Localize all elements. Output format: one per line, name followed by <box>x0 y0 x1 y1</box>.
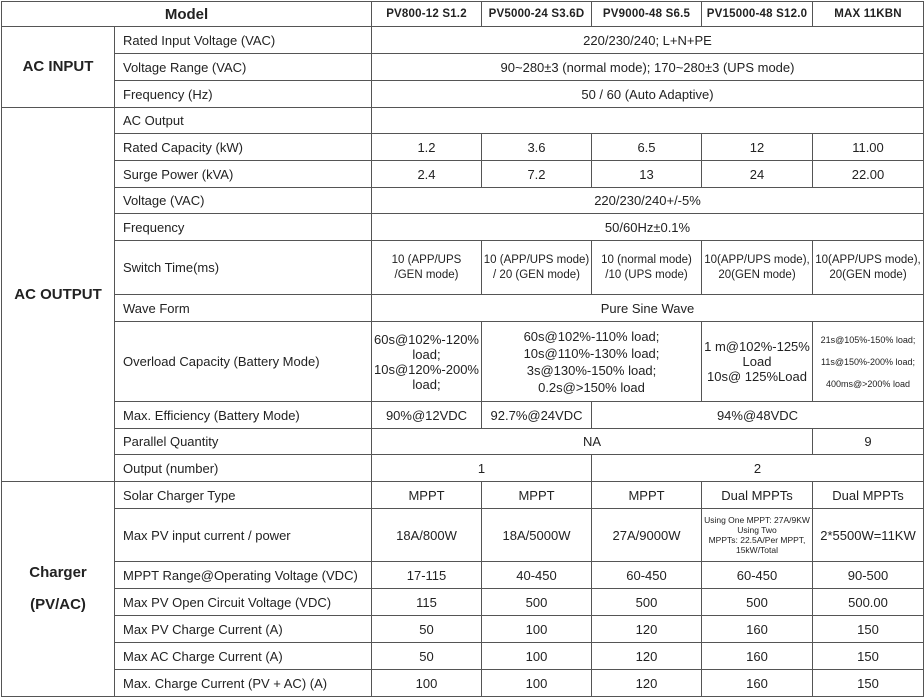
model-name: PV15000-48 S12.0 <box>702 2 813 27</box>
param-value: 100 <box>482 643 592 670</box>
table-row <box>2 161 924 188</box>
param-value: 50/60Hz±0.1% <box>372 214 924 241</box>
param-value: 120 <box>592 670 702 697</box>
param-value: Dual MPPTs <box>702 482 813 509</box>
param-label: Rated Input Voltage (VAC) <box>115 27 372 54</box>
value-line: 21s@105%-150% load; <box>820 334 916 345</box>
param-value: 50 <box>372 643 482 670</box>
param-value <box>482 241 592 295</box>
param-value: 2*5500W=11KW <box>813 509 924 562</box>
value-line: 10 (normal mode) <box>601 253 692 266</box>
param-value: 150 <box>813 643 924 670</box>
section-charger-line: (PV/AC) <box>30 596 86 613</box>
param-label: Surge Power (kVA) <box>115 161 372 188</box>
param-label: Parallel Quantity <box>115 429 372 455</box>
param-value: 220/230/240; L+N+PE <box>372 27 924 54</box>
param-label: Max. Efficiency (Battery Mode) <box>115 402 372 429</box>
table-row <box>2 670 924 697</box>
table-row <box>2 295 924 322</box>
param-label: Rated Capacity (kW) <box>115 134 372 161</box>
param-label: MPPT Range@Operating Voltage (VDC) <box>115 562 372 589</box>
param-value: 7.2 <box>482 161 592 188</box>
param-label: Max. Charge Current (PV + AC) (A) <box>115 670 372 697</box>
param-value: MPPT <box>482 482 592 509</box>
value-line: 3s@130%-150% load; <box>526 362 657 378</box>
param-label: Output (number) <box>115 455 372 482</box>
param-value: 90~280±3 (normal mode); 170~280±3 (UPS mode) <box>372 54 924 81</box>
param-value <box>592 241 702 295</box>
value-line: 10 (APP/UPS mode) <box>483 253 590 266</box>
param-value: 2 <box>592 455 924 482</box>
param-value: 13 <box>592 161 702 188</box>
param-label: Overload Capacity (Battery Mode) <box>115 322 372 402</box>
param-value: 17-115 <box>372 562 482 589</box>
param-value: 40-450 <box>482 562 592 589</box>
param-label: Switch Time(ms) <box>115 241 372 295</box>
param-value: 500.00 <box>813 589 924 616</box>
value-line: 10 (APP/UPS <box>391 253 462 266</box>
value-line: load; <box>412 346 441 362</box>
param-label: Frequency <box>115 214 372 241</box>
param-value: 18A/800W <box>372 509 482 562</box>
param-value: 2.4 <box>372 161 482 188</box>
param-value: 90-500 <box>813 562 924 589</box>
param-value: 1.2 <box>372 134 482 161</box>
model-name: PV5000-24 S3.6D <box>482 2 592 27</box>
value-line: Load <box>742 354 772 369</box>
param-value: 50 / 60 (Auto Adaptive) <box>372 81 924 108</box>
table-row <box>2 108 924 134</box>
value-line: 20(GEN mode) <box>718 268 796 281</box>
value-line: / 20 (GEN mode) <box>493 268 580 281</box>
model-name: PV9000-48 S6.5 <box>592 2 702 27</box>
value-line: 10s@120%-200% <box>374 361 479 377</box>
param-value: 115 <box>372 589 482 616</box>
value-line: 400ms@>200% load <box>826 378 910 389</box>
table-row <box>2 616 924 643</box>
param-value: 160 <box>702 616 813 643</box>
param-label: Max AC Charge Current (A) <box>115 643 372 670</box>
param-label: Max PV input current / power <box>115 509 372 562</box>
param-value: 150 <box>813 670 924 697</box>
value-line: 10s@110%-130% load; <box>523 345 660 361</box>
param-label: Voltage (VAC) <box>115 188 372 214</box>
param-value: 160 <box>702 643 813 670</box>
param-value: 9 <box>813 429 924 455</box>
spec-table <box>1 1 924 697</box>
param-label: Wave Form <box>115 295 372 322</box>
param-value: 60-450 <box>592 562 702 589</box>
param-value: 3.6 <box>482 134 592 161</box>
param-label: Solar Charger Type <box>115 482 372 509</box>
param-value <box>372 322 482 402</box>
param-value <box>372 241 482 295</box>
param-value: 50 <box>372 616 482 643</box>
param-value <box>813 322 924 402</box>
param-label: Frequency (Hz) <box>115 81 372 108</box>
param-value <box>702 509 813 562</box>
param-value: 60-450 <box>702 562 813 589</box>
table-row <box>2 562 924 589</box>
value-line: /GEN mode) <box>394 268 459 281</box>
param-value: MPPT <box>592 482 702 509</box>
param-value: 100 <box>482 670 592 697</box>
table-row <box>2 509 924 562</box>
table-row <box>2 188 924 214</box>
param-value: 11.00 <box>813 134 924 161</box>
value-line: 60s@102%-110% load; <box>523 328 660 344</box>
model-name: MAX 11KBN <box>813 2 924 27</box>
param-value: 22.00 <box>813 161 924 188</box>
param-value: 220/230/240+/-5% <box>372 188 924 214</box>
param-label: Max PV Open Circuit Voltage (VDC) <box>115 589 372 616</box>
table-row <box>2 402 924 429</box>
header-row <box>2 2 924 27</box>
param-value: 500 <box>702 589 813 616</box>
param-label: AC Output <box>115 108 372 134</box>
param-value: Pure Sine Wave <box>372 295 924 322</box>
table-row <box>2 455 924 482</box>
param-value: 100 <box>482 616 592 643</box>
param-value <box>372 108 924 134</box>
param-value: 160 <box>702 670 813 697</box>
model-header: Model <box>2 2 372 27</box>
table-row <box>2 482 924 509</box>
param-value: 90%@12VDC <box>372 402 482 429</box>
model-name: PV800-12 S1.2 <box>372 2 482 27</box>
table-row <box>2 134 924 161</box>
value-line: 11s@150%-200% load; <box>820 356 916 367</box>
table-row <box>2 81 924 108</box>
param-label: Max PV Charge Current (A) <box>115 616 372 643</box>
table-row <box>2 27 924 54</box>
section-ac-input: AC INPUT <box>2 27 115 108</box>
value-line: load; <box>412 376 441 392</box>
table-row <box>2 643 924 670</box>
param-value: 27A/9000W <box>592 509 702 562</box>
value-line: 10(APP/UPS mode), <box>704 253 810 266</box>
value-line: 60s@102%-120% <box>374 331 479 347</box>
param-label: Voltage Range (VAC) <box>115 54 372 81</box>
param-value: 18A/5000W <box>482 509 592 562</box>
param-value <box>702 322 813 402</box>
table-row <box>2 322 924 402</box>
param-value: MPPT <box>372 482 482 509</box>
value-line: /10 (UPS mode) <box>605 268 688 281</box>
section-charger <box>2 482 115 697</box>
value-line: Using One MPPT: 27A/9KW <box>704 515 810 525</box>
section-ac-output: AC OUTPUT <box>2 108 115 482</box>
param-value: Dual MPPTs <box>813 482 924 509</box>
section-charger-line: Charger <box>29 564 87 581</box>
param-value <box>813 241 924 295</box>
param-value: 94%@48VDC <box>592 402 924 429</box>
table-row <box>2 429 924 455</box>
param-value: 92.7%@24VDC <box>482 402 592 429</box>
value-line: Using Two <box>737 525 777 535</box>
value-line: 10(APP/UPS mode), <box>815 253 921 266</box>
table-row <box>2 241 924 295</box>
value-line: 15kW/Total <box>735 545 779 555</box>
table-row <box>2 214 924 241</box>
value-line: 0.2s@>150% load <box>538 379 645 395</box>
value-line: MPPTs: 22.5A/Per MPPT, <box>708 535 806 545</box>
param-value <box>702 241 813 295</box>
param-value: 500 <box>482 589 592 616</box>
param-value: 120 <box>592 616 702 643</box>
param-value: NA <box>372 429 813 455</box>
param-value: 12 <box>702 134 813 161</box>
param-value: 1 <box>372 455 592 482</box>
param-value: 24 <box>702 161 813 188</box>
param-value: 6.5 <box>592 134 702 161</box>
value-line: 1 m@102%-125% <box>704 339 810 354</box>
param-value: 150 <box>813 616 924 643</box>
table-row <box>2 54 924 81</box>
param-value: 500 <box>592 589 702 616</box>
value-line: 10s@ 125%Load <box>707 369 807 384</box>
param-value: 100 <box>372 670 482 697</box>
param-value: 120 <box>592 643 702 670</box>
param-value <box>482 322 702 402</box>
value-line: 20(GEN mode) <box>829 268 907 281</box>
table-row <box>2 589 924 616</box>
